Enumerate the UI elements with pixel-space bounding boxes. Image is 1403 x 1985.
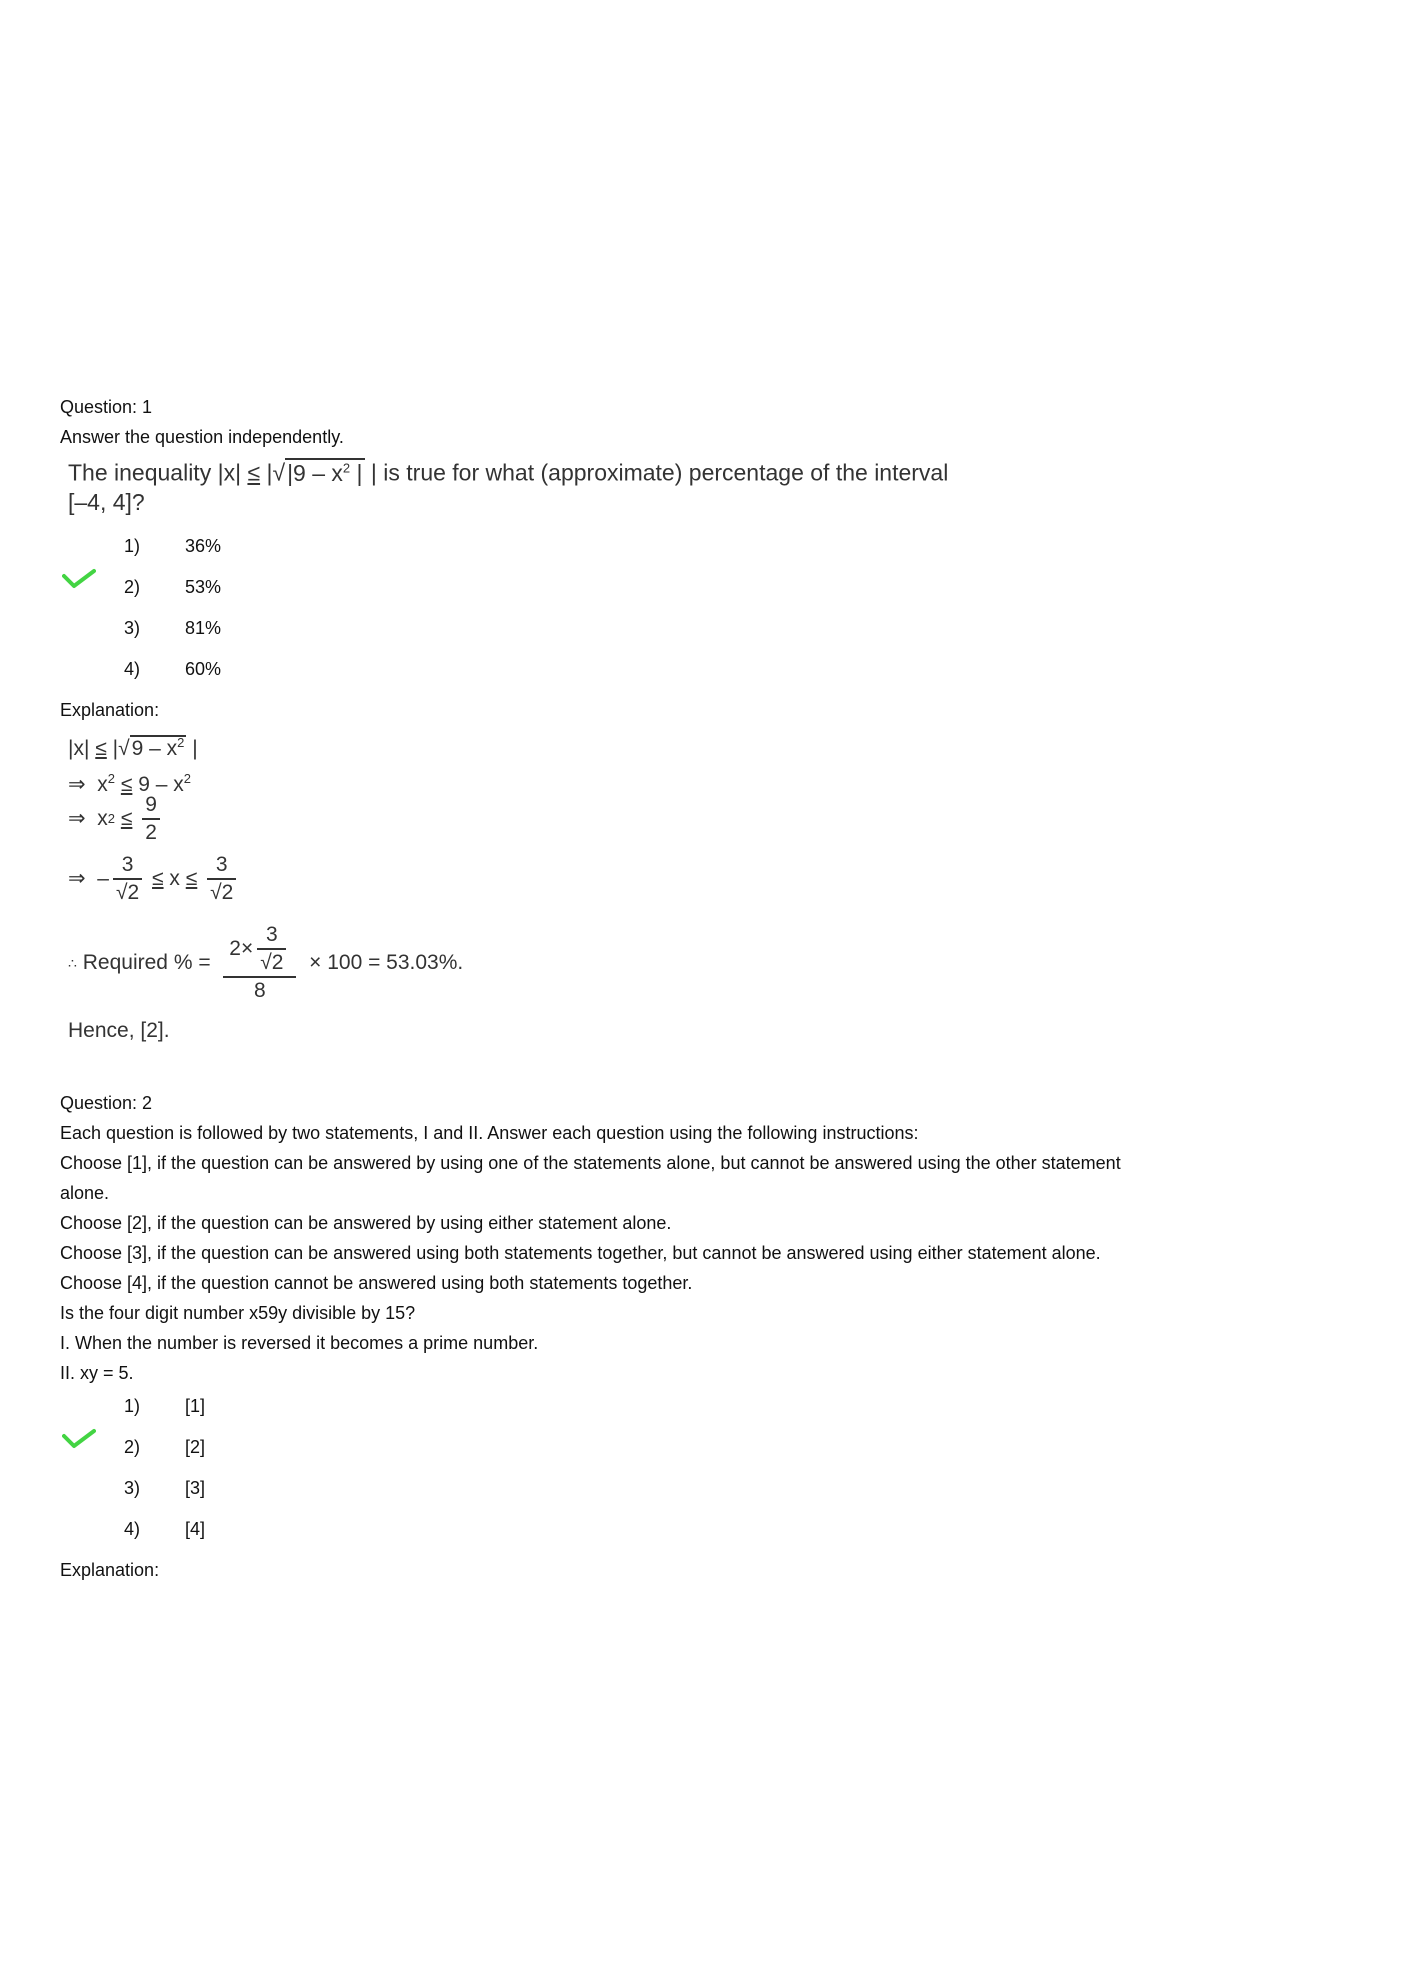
question-2-stem: Is the four digit number x59y divisible by 15? [60, 1303, 416, 1323]
explanation-step-1: $|x| \le |√9 - x^2$ | [68, 735, 198, 760]
statement-1: I. When the number is reversed it becomes a prime number. [60, 1333, 539, 1353]
explanation-label: Explanation: [60, 1560, 160, 1580]
question-1-stem: The inequality $|x| \le |√|9 - x^2$ | | is true for what (approximate) percentage of the interval [68, 453, 948, 488]
question-2-heading: Question: 2 [60, 1093, 153, 1113]
percentage-fraction: 2× $\frac{3}{√2}$ 8 [226, 922, 293, 1004]
explanation-label: Explanation: [60, 700, 160, 720]
correct-check-icon [62, 566, 96, 590]
question-2-intro: Each question is followed by two statements, I and II. Answer each question using the following instructions: [60, 1123, 919, 1143]
therefore-symbol: ∴ [68, 955, 77, 971]
question-1-heading: Question: 1 [60, 397, 153, 417]
explanation-conclusion: Hence, [2]. [68, 1019, 170, 1042]
question-1-stem-line2: [–4, 4]? [68, 489, 145, 515]
choice-1-instruction: Choose [1], if the question can be answered by using one of the statements alone, but cannot be answered using the other statement [60, 1153, 1121, 1173]
explanation-step-3: ⇒ x 2 ≤ $\frac{9}{2}$ [68, 792, 164, 846]
explanation-required-percentage: ∴ Required % = 2× $\frac{3}{√2}$ 8 × 100 = 53.03%. [68, 923, 464, 1002]
sqrt-expression: $√|9 - x^2$ | [272, 459, 363, 486]
choice-1-instruction-cont: alone. [60, 1183, 110, 1203]
explanation-step-2: ⇒ $x^2 \le 9 - x^2$ [68, 771, 191, 796]
explanation-step-4: ⇒ – $\frac{3}{√2}$ ≤ x ≤ $\frac{3}{√2}$ [68, 852, 240, 906]
statement-2: II. xy = 5. [60, 1363, 134, 1383]
choice-3-instruction: Choose [3], if the question can be answered using both statements together, but cannot be answered using either statement alone. [60, 1243, 1101, 1263]
choice-2-instruction: Choose [2], if the question can be answered by using either statement alone. [60, 1213, 672, 1233]
question-1-instruction: Answer the question independently. [60, 427, 344, 447]
fraction-9-over-2: $\frac{9}{2}$ [142, 792, 160, 846]
correct-check-icon [62, 1426, 96, 1450]
choice-4-instruction: Choose [4], if the question cannot be answered using both statements together. [60, 1273, 693, 1293]
